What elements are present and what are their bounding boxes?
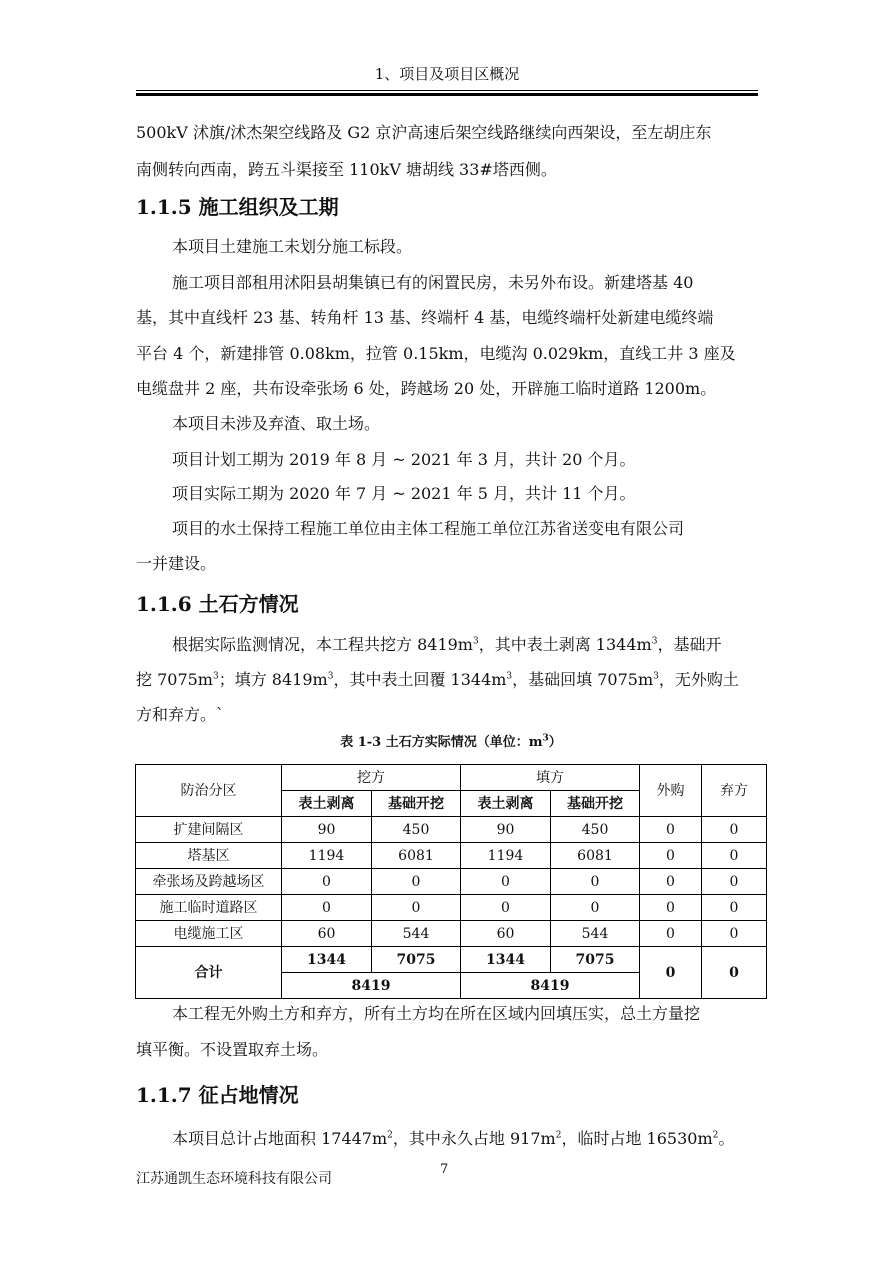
total-cut-sum: 8419 <box>282 973 461 999</box>
cell-waste: 0 <box>702 869 767 895</box>
header-rule-thin <box>136 90 758 91</box>
s116-paragraph-line-1: 根据实际监测情况，本工程共挖方 $8419m^3$，其中表土剥离 $1344m^3$，基础开 <box>172 635 722 654</box>
subheader-fill-foundation: 基础开挖 <box>551 791 640 817</box>
cell-waste: 0 <box>702 921 767 947</box>
intro-line-2: 南侧转向西南，跨五斗渠接至 110kV 塘胡线 33#塔西侧。 <box>136 160 557 179</box>
cell-waste: 0 <box>702 817 767 843</box>
page-number: 7 <box>440 1162 449 1177</box>
after-table-line-1: 本工程无外购土方和弃方，所有土方均在所在区域内回填压实，总土方量挖 <box>172 1004 701 1023</box>
s115-paragraph-2-line-1: 施工项目部租用沭阳县胡集镇已有的闲置民房，未另外布设。新建塔基 40 <box>172 273 694 292</box>
cell-purchase: 0 <box>640 817 702 843</box>
cell-cut-foundation: 0 <box>372 869 461 895</box>
cell-cut-foundation: 544 <box>372 921 461 947</box>
total-fill-sum: 8419 <box>461 973 640 999</box>
s115-paragraph-2-line-3: 平台 4 个，新建排管 0.08km，拉管 0.15km，电缆沟 0.029km，直线工井 3 座及 <box>136 344 736 363</box>
subheader-fill-topsoil: 表土剥离 <box>461 791 551 817</box>
table-row <box>136 895 767 921</box>
row-zone: 塔基区 <box>136 843 282 869</box>
heading-1-1-6: 1.1.6 土石方情况 <box>136 592 299 616</box>
s115-paragraph-2-line-2: 基，其中直线杆 23 基、转角杆 13 基、终端杆 4 基，电缆终端杆处新建电缆终端 <box>136 308 714 327</box>
subheader-cut-topsoil: 表土剥离 <box>282 791 372 817</box>
cell-fill-foundation: 0 <box>551 869 640 895</box>
total-purchase: 0 <box>640 947 702 999</box>
cell-fill-topsoil: 1194 <box>461 843 551 869</box>
header-purchase: 外购 <box>640 765 702 817</box>
total-fill-foundation: 7075 <box>551 947 640 973</box>
cell-purchase: 0 <box>640 843 702 869</box>
cell-fill-topsoil: 0 <box>461 895 551 921</box>
total-fill-topsoil: 1344 <box>461 947 551 973</box>
s115-paragraph-4: 项目计划工期为 2019 年 8 月 ~ 2021 年 3 月，共计 20 个月。 <box>172 450 636 469</box>
cell-cut-topsoil: 0 <box>282 869 372 895</box>
cell-purchase: 0 <box>640 869 702 895</box>
cell-fill-topsoil: 0 <box>461 869 551 895</box>
header-zone: 防治分区 <box>136 765 282 817</box>
s117-paragraph: 本项目总计占地面积 $17447m^2$，其中永久占地 $917m^2$，临时占地 $16530m^2$。 <box>172 1129 735 1148</box>
cell-waste: 0 <box>702 843 767 869</box>
s115-paragraph-2-line-4: 电缆盘井 2 座，共布设牵张场 6 处，跨越场 20 处，开辟施工临时道路 1200m。 <box>136 379 717 398</box>
cell-fill-topsoil: 60 <box>461 921 551 947</box>
row-zone: 电缆施工区 <box>136 921 282 947</box>
earthwork-table <box>135 764 767 999</box>
cell-waste: 0 <box>702 895 767 921</box>
s115-paragraph-6-line-1: 项目的水土保持工程施工单位由主体工程施工单位江苏省送变电有限公司 <box>172 519 685 538</box>
header-waste: 弃方 <box>702 765 767 817</box>
cell-cut-topsoil: 1194 <box>282 843 372 869</box>
cell-fill-foundation: 450 <box>551 817 640 843</box>
cell-cut-topsoil: 60 <box>282 921 372 947</box>
cell-cut-topsoil: 90 <box>282 817 372 843</box>
total-waste: 0 <box>702 947 767 999</box>
total-label: 合计 <box>136 947 282 999</box>
s116-paragraph-line-3: 方和弃方。` <box>136 705 225 724</box>
table-row <box>136 869 767 895</box>
s116-paragraph-line-2: 挖 $7075m^3$；填方 $8419m^3$，其中表土回覆 $1344m^3$，基础回填 $7075m^3$，无外购土 <box>136 670 739 689</box>
total-cut-topsoil: 1344 <box>282 947 372 973</box>
cell-cut-foundation: 0 <box>372 895 461 921</box>
total-row <box>136 947 767 973</box>
cell-cut-foundation: 6081 <box>372 843 461 869</box>
row-zone: 扩建间隔区 <box>136 817 282 843</box>
page-header-title: 1、项目及项目区概况 <box>374 65 520 83</box>
after-table-line-2: 填平衡。不设置取弃土场。 <box>136 1040 329 1059</box>
header-fill: 填方 <box>461 765 640 791</box>
s115-paragraph-1: 本项目土建施工未划分施工标段。 <box>172 237 413 256</box>
heading-1-1-7: 1.1.7 征占地情况 <box>136 1083 299 1107</box>
footer-company: 江苏通凯生态环境科技有限公司 <box>136 1171 332 1187</box>
row-zone: 施工临时道路区 <box>136 895 282 921</box>
table-row <box>136 921 767 947</box>
table-caption: 表 1-3 土石方实际情况（单位：$m^3$） <box>340 733 562 750</box>
table-row <box>136 817 767 843</box>
s115-paragraph-5: 项目实际工期为 2020 年 7 月 ~ 2021 年 5 月，共计 11 个月。 <box>172 484 636 503</box>
cell-cut-foundation: 450 <box>372 817 461 843</box>
row-zone: 牵张场及跨越场区 <box>136 869 282 895</box>
cell-cut-topsoil: 0 <box>282 895 372 921</box>
cell-fill-foundation: 6081 <box>551 843 640 869</box>
total-cut-foundation: 7075 <box>372 947 461 973</box>
cell-fill-topsoil: 90 <box>461 817 551 843</box>
heading-1-1-5: 1.1.5 施工组织及工期 <box>136 195 339 219</box>
intro-line-1: 500kV 沭旗/沭杰架空线路及 G2 京沪高速后架空线路继续向西架设，至左胡庄东 <box>136 123 712 142</box>
cell-purchase: 0 <box>640 895 702 921</box>
header-cut: 挖方 <box>282 765 461 791</box>
s115-paragraph-6-line-2: 一并建设。 <box>136 554 217 573</box>
table-row <box>136 843 767 869</box>
s115-paragraph-3: 本项目未涉及弃渣、取土场。 <box>172 414 381 433</box>
header-rule-thick <box>136 93 758 96</box>
subheader-cut-foundation: 基础开挖 <box>372 791 461 817</box>
cell-fill-foundation: 544 <box>551 921 640 947</box>
cell-fill-foundation: 0 <box>551 895 640 921</box>
cell-purchase: 0 <box>640 921 702 947</box>
